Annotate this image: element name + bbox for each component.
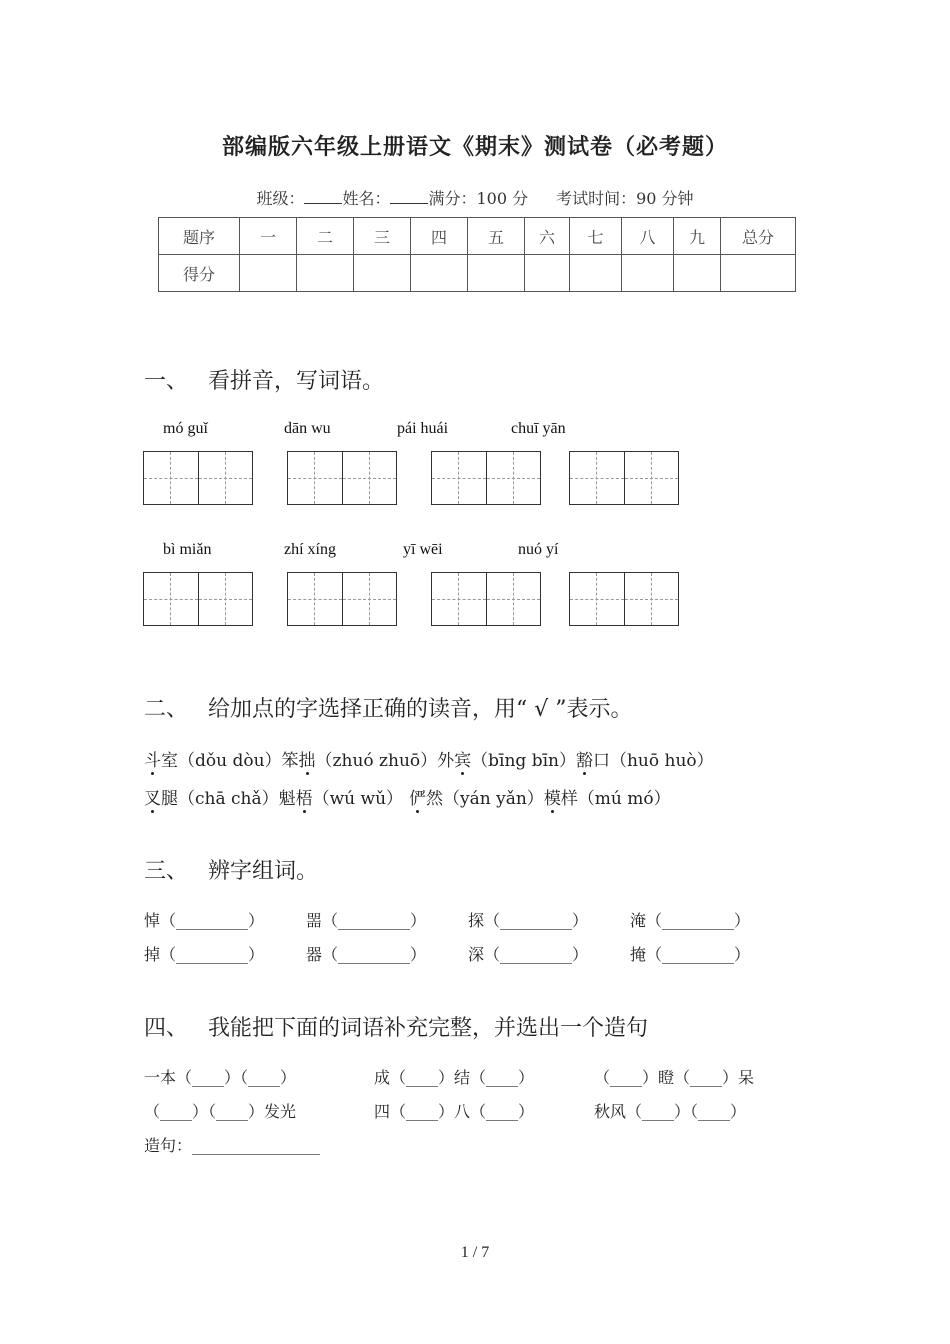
word-group-item[interactable]: 掩（_________）	[630, 945, 751, 964]
score-input-cell[interactable]	[721, 255, 796, 292]
table-cell: 题序	[159, 218, 240, 255]
pronunciation-item[interactable]: 笨拙（zhuó zhuō）	[282, 751, 438, 771]
pinyin-label: yī wēi	[403, 541, 443, 558]
pronunciation-item[interactable]: 俨然（yán yǎn）	[409, 789, 544, 809]
score-input-cell[interactable]	[468, 255, 525, 292]
score-input-cell[interactable]	[674, 255, 721, 292]
pronunciation-line	[144, 746, 714, 771]
pronunciation-item[interactable]: 模样（mú mó）	[544, 789, 671, 809]
section-3-heading	[144, 854, 318, 885]
pinyin-label: mó guǐ	[163, 420, 208, 437]
table-cell: 八	[622, 218, 674, 255]
page-title: 部编版六年级上册语文《期末》测试卷（必考题）	[221, 134, 728, 160]
table-cell: 五	[468, 218, 525, 255]
section-1-heading	[144, 364, 384, 395]
score-table-score-row	[159, 255, 796, 292]
word-group-item[interactable]: 淹（_________）	[630, 911, 751, 930]
word-group-row	[144, 908, 792, 931]
pinyin-label: bì miǎn	[163, 541, 212, 558]
table-cell: 七	[570, 218, 622, 255]
pronunciation-item[interactable]: 斗室（dǒu dòu）	[144, 751, 282, 771]
table-cell: 一	[240, 218, 297, 255]
writing-grid[interactable]	[431, 451, 541, 505]
idiom-item[interactable]: 四（____）八（____）	[374, 1102, 535, 1121]
writing-grid[interactable]	[287, 572, 397, 626]
class-blank[interactable]	[304, 189, 342, 204]
section-number: 三、	[144, 859, 189, 884]
idiom-item[interactable]: 一本（____）（____）	[144, 1068, 297, 1087]
word-group-item[interactable]: 深（_________）	[468, 945, 589, 964]
exam-info	[0, 186, 950, 209]
section-2-heading	[144, 692, 633, 723]
word-group-row	[144, 942, 792, 965]
table-cell: 总分	[721, 218, 796, 255]
writing-grid[interactable]	[287, 451, 397, 505]
table-cell: 得分	[159, 255, 240, 292]
section-title: 看拼音，写词语。	[208, 369, 385, 394]
table-cell: 二	[297, 218, 354, 255]
name-blank[interactable]	[390, 189, 428, 204]
pronunciation-item[interactable]: 叉腿（chā chǎ）	[144, 789, 279, 809]
table-cell: 九	[674, 218, 721, 255]
writing-grid[interactable]	[143, 572, 253, 626]
section-number: 一、	[144, 369, 189, 394]
page-number: 1 / 7	[460, 1244, 490, 1261]
pronunciation-item[interactable]: 外宾（bīng bīn）	[437, 751, 576, 771]
score-input-cell[interactable]	[525, 255, 570, 292]
score-input-cell[interactable]	[622, 255, 674, 292]
score-input-cell[interactable]	[411, 255, 468, 292]
idiom-item[interactable]: （____）瞪（____）呆	[594, 1068, 755, 1087]
idiom-item[interactable]: 秋风（____）（____）	[594, 1102, 747, 1121]
word-group-item[interactable]: 悼（_________）	[144, 911, 265, 930]
section-number: 二、	[144, 697, 189, 722]
pinyin-label: chuī yān	[511, 420, 566, 437]
writing-grid[interactable]	[431, 572, 541, 626]
exam-time: 考试时间：90 分钟	[556, 189, 694, 208]
pinyin-label: pái huái	[397, 420, 449, 437]
writing-grid[interactable]	[569, 572, 679, 626]
writing-grid[interactable]	[143, 451, 253, 505]
table-cell: 三	[354, 218, 411, 255]
pronunciation-item[interactable]: 魁梧（wú wǔ）	[279, 789, 403, 809]
writing-grid[interactable]	[569, 451, 679, 505]
word-group-item[interactable]: 掉（_________）	[144, 945, 265, 964]
sentence-field[interactable]: 造句：________________	[144, 1136, 321, 1155]
section-title: 给加点的字选择正确的读音，用“ √ ”表示。	[208, 697, 633, 722]
section-4-heading	[144, 1011, 648, 1042]
score-table	[158, 217, 796, 292]
table-cell: 六	[525, 218, 570, 255]
section-number: 四、	[144, 1016, 189, 1041]
pinyin-label: dān wu	[284, 420, 331, 437]
section-title: 辨字组词。	[208, 859, 319, 884]
score-table-header-row	[159, 218, 796, 255]
idiom-item[interactable]: （____）（____）发光	[144, 1102, 297, 1121]
word-group-item[interactable]: 器（_________）	[306, 945, 427, 964]
class-label: 班级：	[256, 189, 305, 208]
word-group-item[interactable]: 探（_________）	[468, 911, 589, 930]
pinyin-label: nuó yí	[518, 541, 559, 558]
table-cell: 四	[411, 218, 468, 255]
score-input-cell[interactable]	[297, 255, 354, 292]
score-input-cell[interactable]	[354, 255, 411, 292]
pinyin-label: zhí xíng	[284, 541, 336, 558]
word-group-item[interactable]: 噐（_________）	[306, 911, 427, 930]
section-title: 我能把下面的词语补充完整，并选出一个造句	[208, 1016, 649, 1041]
score-input-cell[interactable]	[240, 255, 297, 292]
full-score: 满分：100 分	[428, 189, 529, 208]
idiom-item[interactable]: 成（____）结（____）	[374, 1068, 535, 1087]
pronunciation-item[interactable]: 豁口（huō huò）	[576, 751, 714, 771]
score-input-cell[interactable]	[570, 255, 622, 292]
pronunciation-line	[144, 784, 671, 809]
name-label: 姓名：	[342, 189, 391, 208]
